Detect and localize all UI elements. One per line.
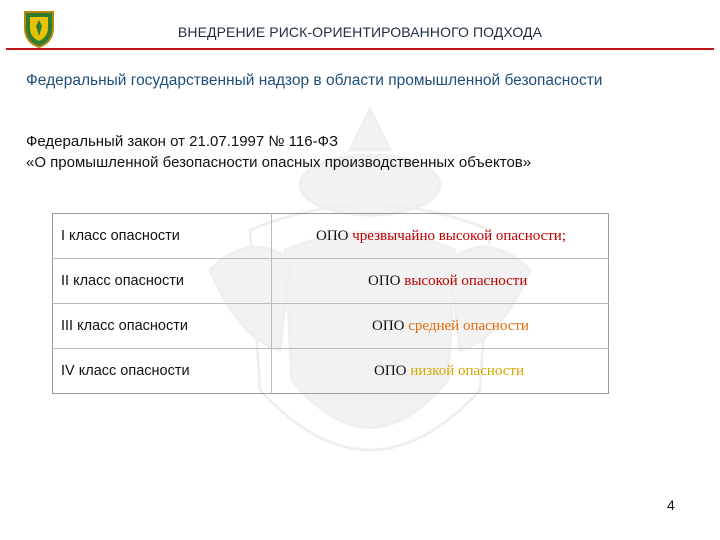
hazard-level-cell <box>272 304 609 349</box>
law-name: «О промышленной безопасности опасных производственных объектов» <box>26 154 532 171</box>
hazard-class-label: IV класс опасности <box>53 349 272 394</box>
hazard-class-label: III класс опасности <box>53 304 272 349</box>
law-title: Федеральный закон от 21.07.1997 № 116-ФЗ <box>26 133 339 150</box>
law-reference <box>26 131 531 173</box>
opo-prefix: ОПО <box>372 317 405 334</box>
opo-prefix: ОПО <box>316 227 349 244</box>
slide-subtitle: Федеральный государственный надзор в области промышленной безопасности <box>26 72 603 89</box>
opo-prefix: ОПО <box>374 362 407 379</box>
opo-prefix: ОПО <box>368 272 401 289</box>
hazard-level-suffix: ; <box>561 227 567 244</box>
hazard-level-text: средней опасности <box>408 317 529 334</box>
table-row <box>53 304 609 349</box>
hazard-level-cell <box>272 349 609 394</box>
hazard-class-label: I класс опасности <box>53 214 272 259</box>
table-row <box>53 259 609 304</box>
hazard-level-text: низкой опасности <box>410 362 525 379</box>
hazard-level-text: чрезвычайно высокой опасности <box>352 227 562 244</box>
page-number: 4 <box>667 497 675 513</box>
table-row <box>53 349 609 394</box>
table-row <box>53 214 609 259</box>
hazard-class-label: II класс опасности <box>53 259 272 304</box>
header-divider <box>6 48 714 50</box>
hazard-level-cell <box>272 259 609 304</box>
hazard-level-cell <box>272 214 609 259</box>
header-title: ВНЕДРЕНИЕ РИСК-ОРИЕНТИРОВАННОГО ПОДХОДА <box>177 24 543 40</box>
hazard-class-table <box>52 213 609 394</box>
hazard-level-text: высокой опасности <box>404 272 528 289</box>
